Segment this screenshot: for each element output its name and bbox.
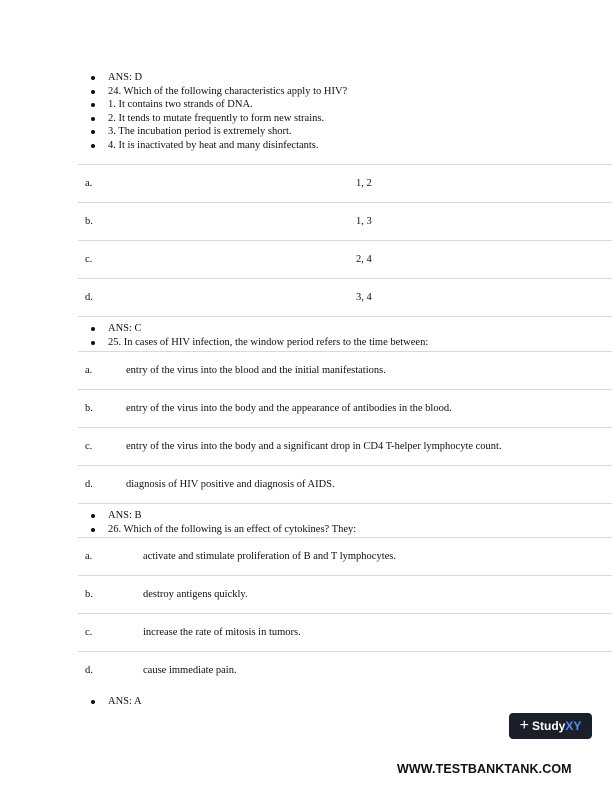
answer-line: ANS: A (0, 695, 612, 709)
brand-name: StudyXY (531, 719, 582, 733)
option-text: 1, 2 (356, 178, 372, 189)
option-row (78, 279, 612, 317)
option-text: entry of the virus into the body and a significant drop in CD4 T-helper lymphocyte count. (126, 441, 502, 452)
question-stem: 24. Which of the following characteristics apply to HIV? (0, 85, 612, 99)
studyxy-badge[interactable] (509, 713, 592, 739)
option-letter: a. (85, 551, 93, 562)
statement-item: 3. The incubation period is extremely short. (0, 125, 612, 139)
option-text: entry of the virus into the blood and the initial manifestations. (126, 365, 386, 376)
option-text: 3, 4 (356, 292, 372, 303)
plus-icon: + (519, 717, 529, 734)
option-letter: d. (85, 292, 93, 303)
answer-line: ANS: B (0, 509, 612, 523)
option-letter: c. (85, 254, 93, 265)
question-25-options (78, 352, 612, 504)
option-text: increase the rate of mitosis in tumors. (143, 627, 301, 638)
option-row (78, 352, 612, 390)
question-stem: 26. Which of the following is an effect of cytokines? They: (0, 523, 612, 537)
question-25-bullets (0, 322, 612, 349)
option-letter: b. (85, 403, 93, 414)
option-row (78, 652, 612, 689)
answer-line: ANS: C (0, 322, 612, 336)
option-text: cause immediate pain. (143, 665, 237, 676)
option-letter: c. (85, 627, 93, 638)
option-row (78, 203, 612, 241)
final-answer-block (0, 695, 612, 709)
option-row (78, 576, 612, 614)
option-row (78, 614, 612, 652)
option-row (78, 390, 612, 428)
option-row (78, 165, 612, 203)
option-row (78, 538, 612, 576)
option-row (78, 466, 612, 504)
option-letter: c. (85, 441, 93, 452)
option-letter: b. (85, 589, 93, 600)
answer-line: ANS: D (0, 71, 612, 85)
option-row (78, 428, 612, 466)
option-letter: d. (85, 665, 93, 676)
option-text: 2, 4 (356, 254, 372, 265)
option-letter: a. (85, 365, 93, 376)
option-text: activate and stimulate proliferation of B and T lymphocytes. (143, 551, 397, 562)
question-24-bullets (0, 71, 612, 152)
statement-item: 1. It contains two strands of DNA. (0, 98, 612, 112)
question-24-options (78, 165, 612, 317)
statement-item: 4. It is inactivated by heat and many disinfectants. (0, 139, 612, 153)
option-letter: a. (85, 178, 93, 189)
statement-item: 2. It tends to mutate frequently to form new strains. (0, 112, 612, 126)
option-text: 1, 3 (356, 216, 372, 227)
footer-url[interactable]: WWW.TESTBANKTANK.COM (397, 762, 572, 776)
option-text: entry of the virus into the body and the appearance of antibodies in the blood. (126, 403, 452, 414)
option-letter: b. (85, 216, 93, 227)
question-stem: 25. In cases of HIV infection, the window period refers to the time between: (0, 336, 612, 350)
option-row (78, 241, 612, 279)
option-letter: d. (85, 479, 93, 490)
option-text: diagnosis of HIV positive and diagnosis of AIDS. (126, 479, 335, 490)
question-26-bullets (0, 509, 612, 536)
question-26-options (78, 538, 612, 689)
option-text: destroy antigens quickly. (143, 589, 248, 600)
